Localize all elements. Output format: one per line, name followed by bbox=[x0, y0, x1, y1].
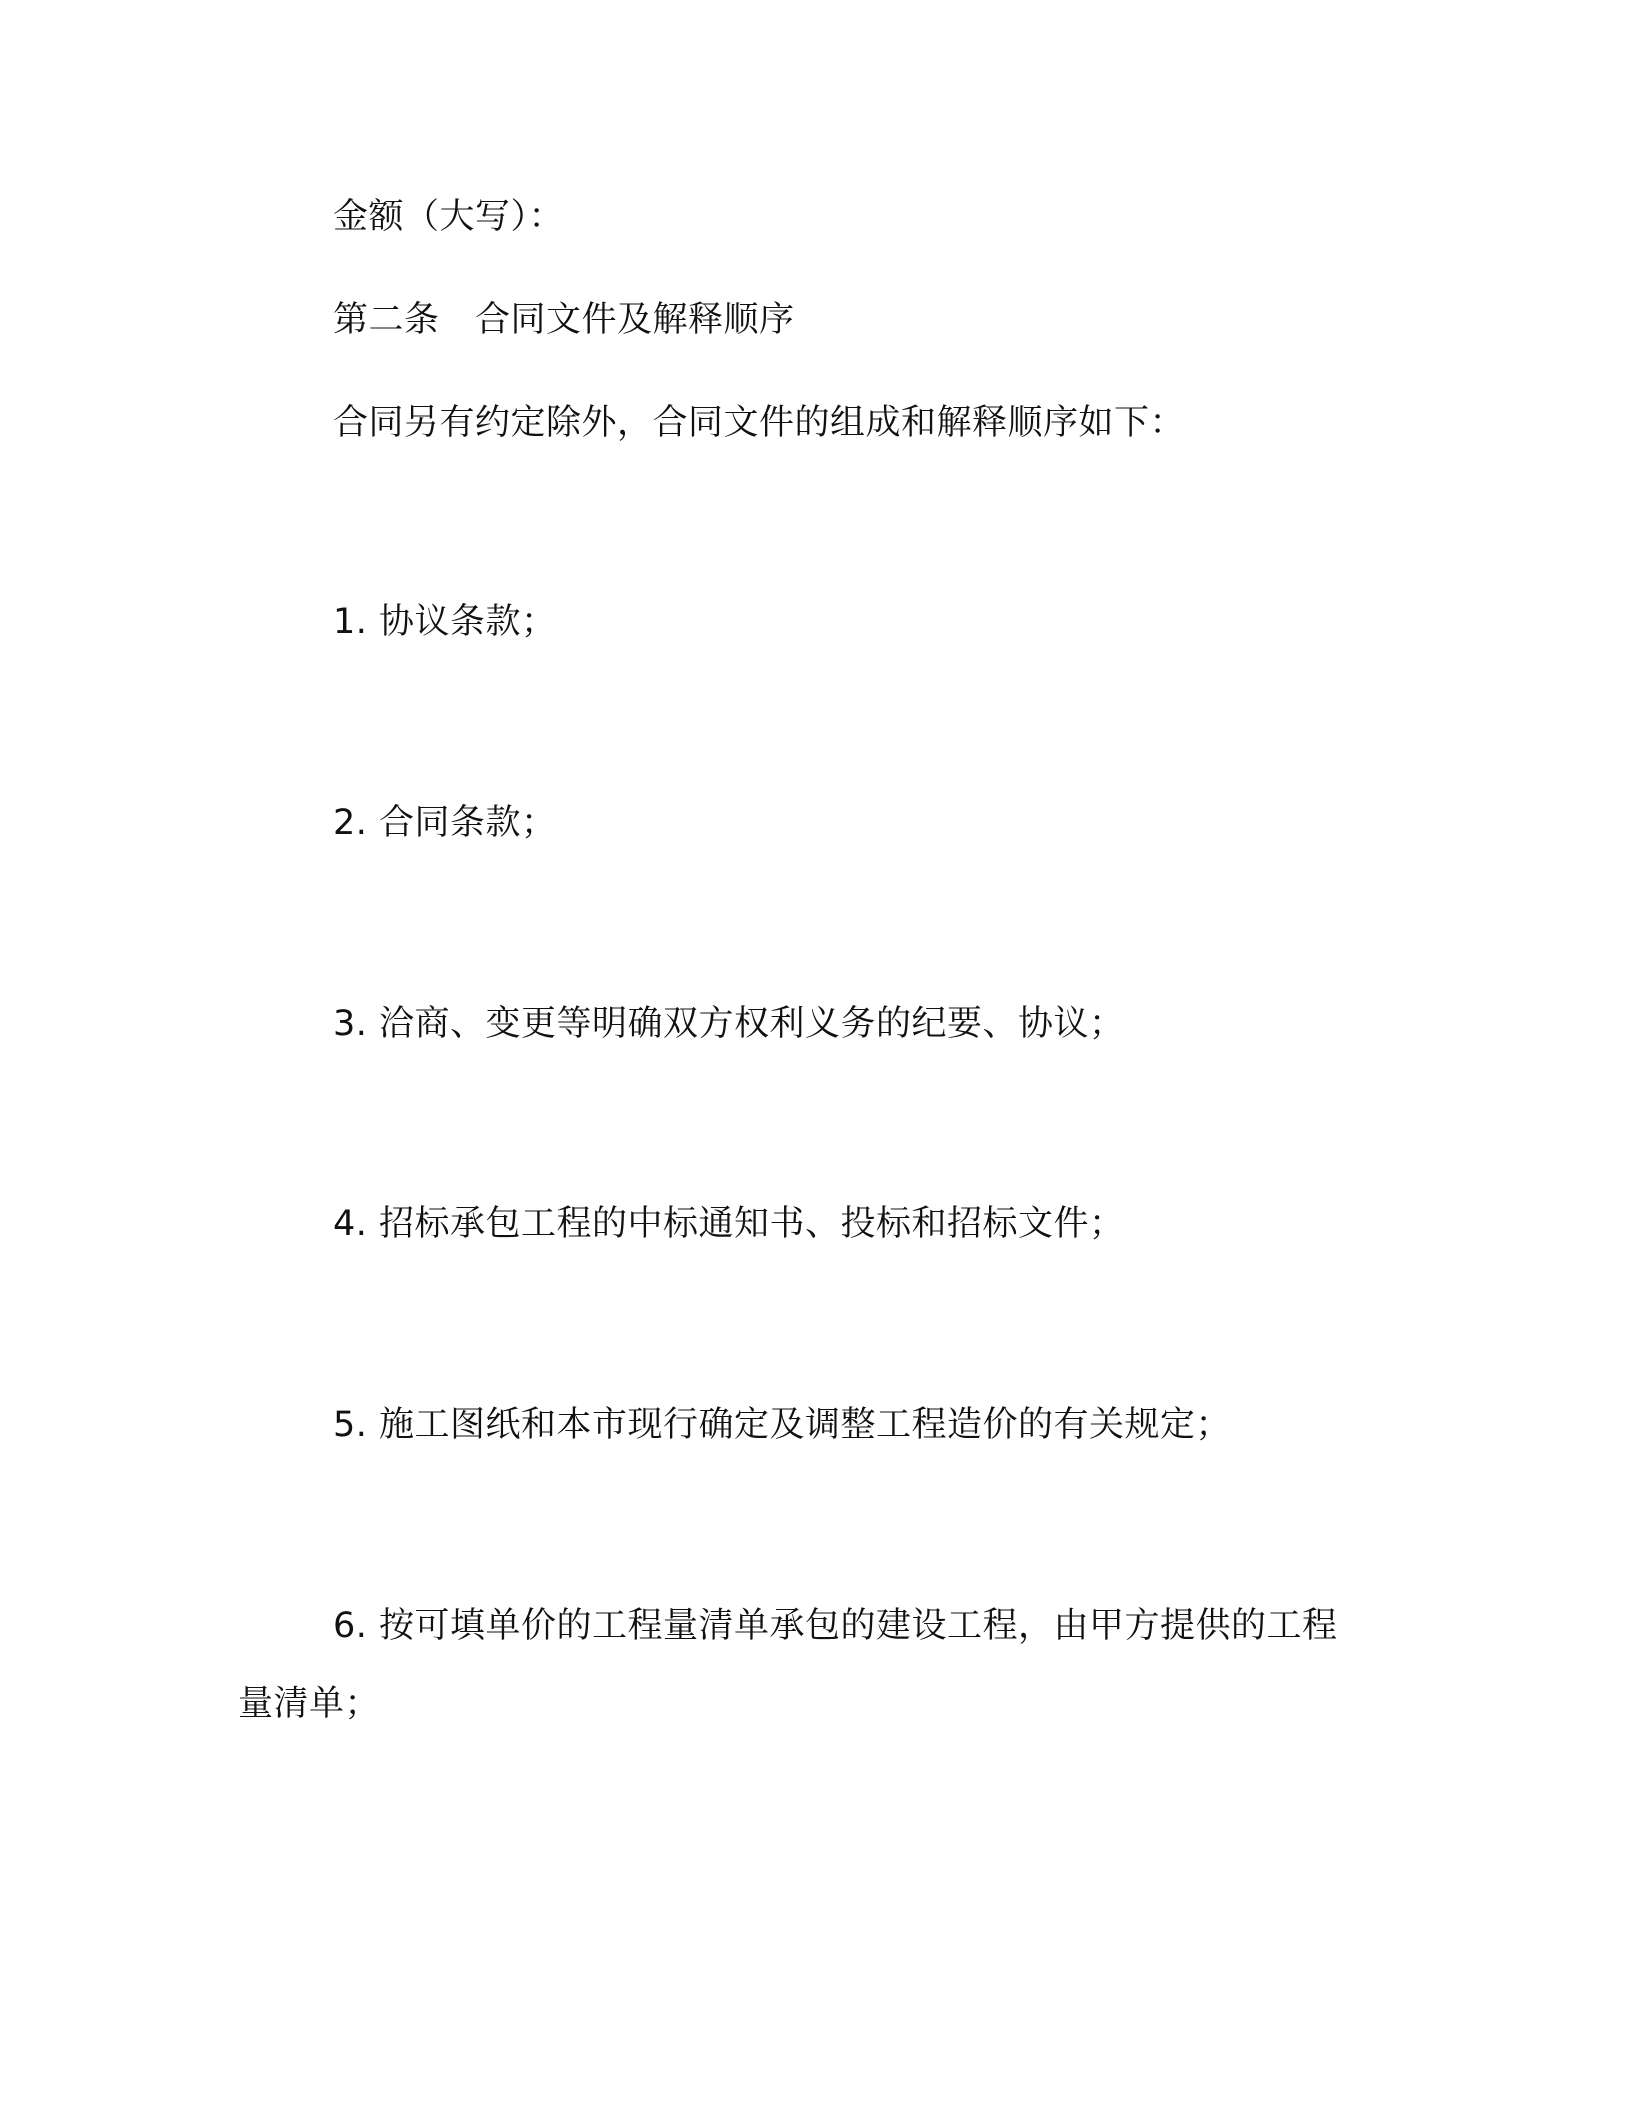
list-item: 6. 按可填单价的工程量清单承包的建设工程，由甲方提供的工程 bbox=[333, 1606, 1338, 1646]
list-item: 4. 招标承包工程的中标通知书、投标和招标文件； bbox=[333, 1204, 1125, 1244]
list-item: 3. 洽商、变更等明确双方权利义务的纪要、协议； bbox=[333, 1004, 1125, 1044]
list-item-continuation: 量清单； bbox=[238, 1684, 381, 1724]
list-item: 2. 合同条款； bbox=[333, 803, 557, 843]
list-item: 5. 施工图纸和本市现行确定及调整工程造价的有关规定； bbox=[333, 1405, 1232, 1445]
list-item: 1. 协议条款； bbox=[333, 602, 557, 642]
amount-line: 金额（大写）： bbox=[333, 197, 565, 237]
article-title: 第二条 合同文件及解释顺序 bbox=[333, 300, 795, 340]
intro-paragraph: 合同另有约定除外，合同文件的组成和解释顺序如下： bbox=[333, 403, 1186, 443]
